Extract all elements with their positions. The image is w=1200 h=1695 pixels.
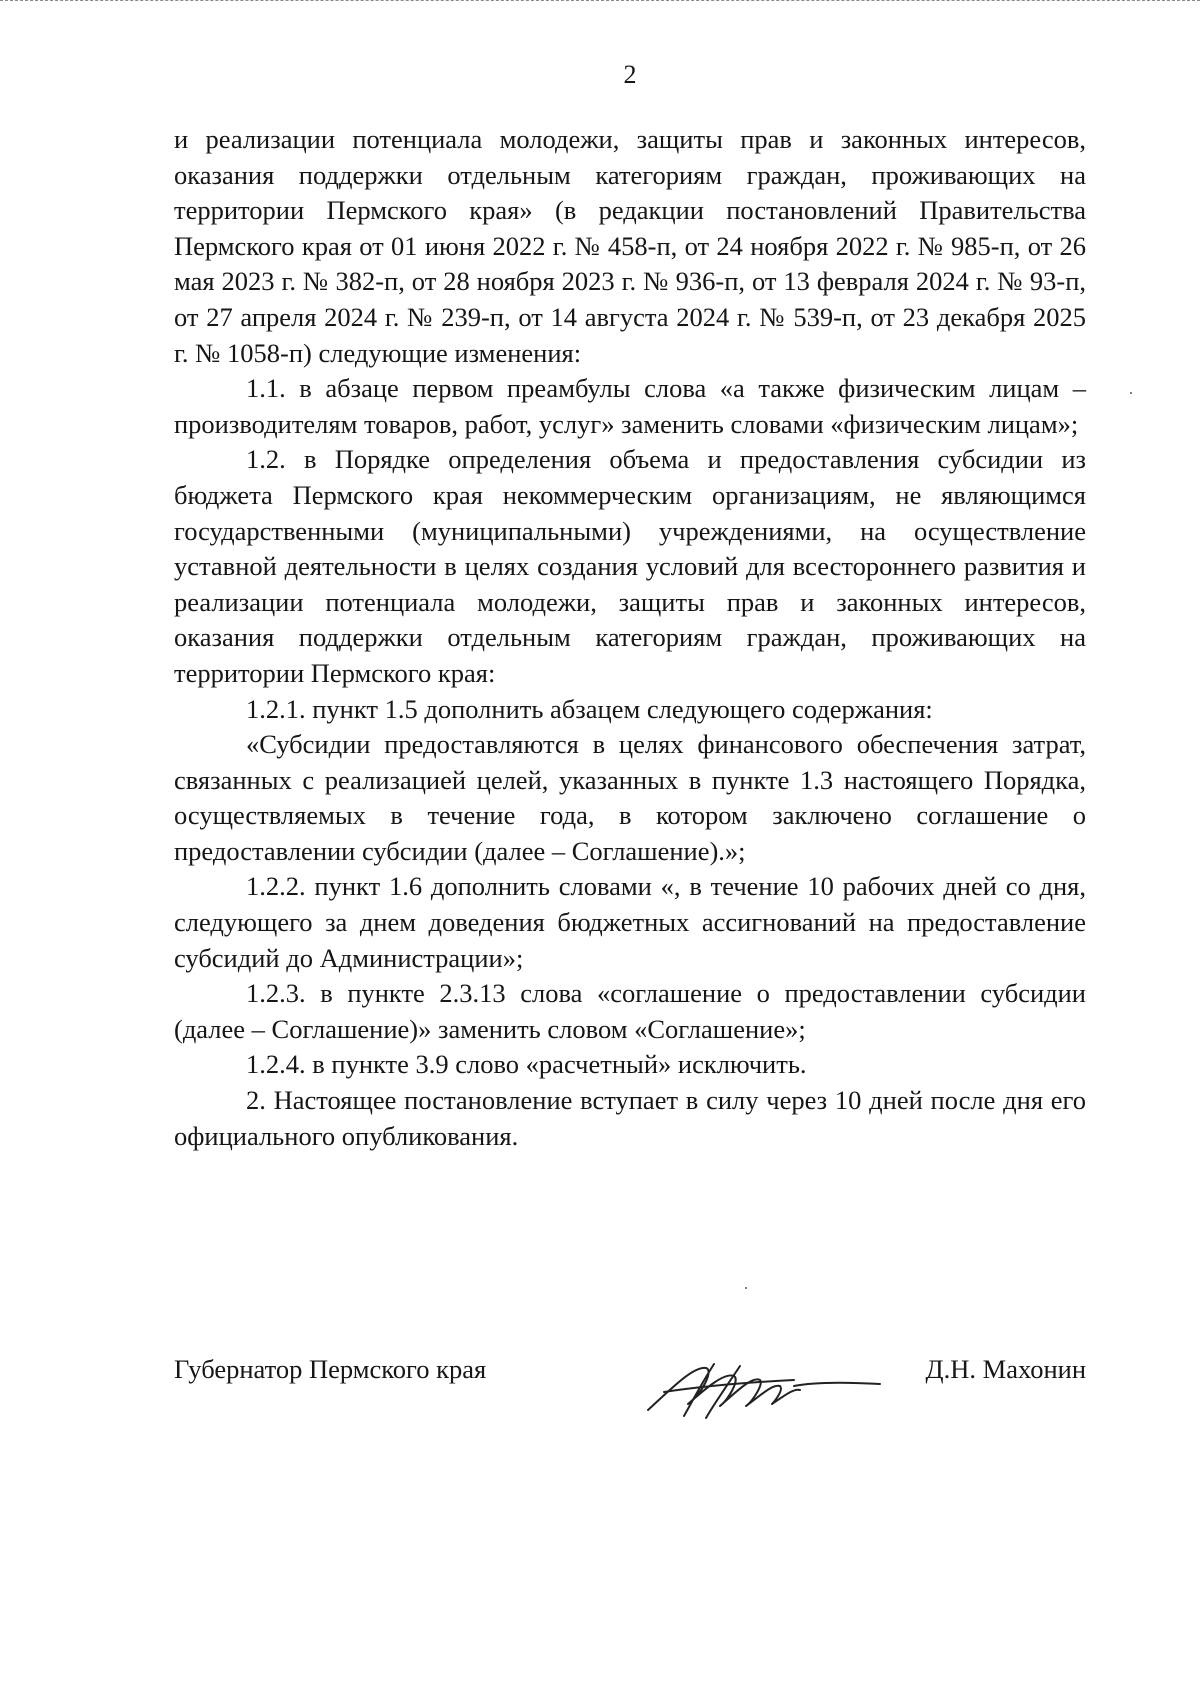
handwritten-signature bbox=[644, 1346, 884, 1426]
signatory-name: Д.Н. Махонин bbox=[925, 1354, 1086, 1384]
paragraph-1-1: 1.1. в абзаце первом преамбулы слова «а также физическим лицам – производителям товаров, работ, услуг» заменить словами «физическим лицам»; bbox=[174, 373, 1086, 439]
scan-speck bbox=[1130, 392, 1132, 394]
page-number: 2 bbox=[623, 60, 637, 89]
document-body bbox=[174, 122, 1086, 1154]
paragraph-quoted-addition: «Субсидии предоставляются в целях финансового обеспечения затрат, связанных с реализацией целей, указанных в пункте 1.3 настоящего Порядка, осуществляемых в течение года, в котором заключено соглашение о предоставлении субсидии (далее – Соглашение).»; bbox=[174, 729, 1086, 866]
paragraph-1-2-1: 1.2.1. пункт 1.5 дополнить абзацем следующего содержания: bbox=[246, 693, 933, 724]
paragraph-1-2-2: 1.2.2. пункт 1.6 дополнить словами «, в течение 10 рабочих дней со дня, следующего за днем доведения бюджетных ассигнований на предоставление субсидий до Администрации»; bbox=[174, 871, 1086, 973]
paragraph-1-2: 1.2. в Порядке определения объема и предоставления субсидии из бюджета Пермского края некоммерческим организациям, не являющимся государственными (муниципальными) учреждениями, на осуществление уставной деятельности в целях создания условий для всестороннего развития и реализации потенциала молодежи, защиты прав и законных интересов, оказания поддержки отдельным категориям граждан, проживающих на территории Пермского края: bbox=[174, 444, 1086, 688]
paragraph-2: 2. Настоящее постановление вступает в силу через 10 дней после дня его официального опубликования. bbox=[174, 1085, 1086, 1151]
paragraph-continuation: и реализации потенциала молодежи, защиты прав и законных интересов, оказания поддержки отдельным категориям граждан, проживающих на территории Пермского края» (в редакции постановлений Правительства Пермского края от 01 июня 2022 г. № 458-п, от 24 ноября 2022 г. № 985-п, от 26 мая 2023 г. № 382-п, от 28 ноября 2023 г. № 936-п, от 13 февраля 2024 г. № 93-п, от 27 апреля 2024 г. № 239-п, от 14 августа 2024 г. № 539-п, от 23 декабря 2025 г. № 1058-п) следующие изменения: bbox=[174, 124, 1086, 368]
paragraph-1-2-3: 1.2.3. в пункте 2.3.13 слова «соглашение о предоставлении субсидии (далее – Соглашение)» заменить словом «Соглашение»; bbox=[174, 978, 1086, 1044]
page-top-edge bbox=[0, 0, 1200, 3]
scan-speck bbox=[745, 1287, 747, 1289]
signatory-position: Губернатор Пермского края bbox=[174, 1354, 487, 1384]
signature-block bbox=[174, 1346, 1086, 1426]
paragraph-1-2-4: 1.2.4. в пункте 3.9 слово «расчетный» исключить. bbox=[246, 1049, 807, 1080]
